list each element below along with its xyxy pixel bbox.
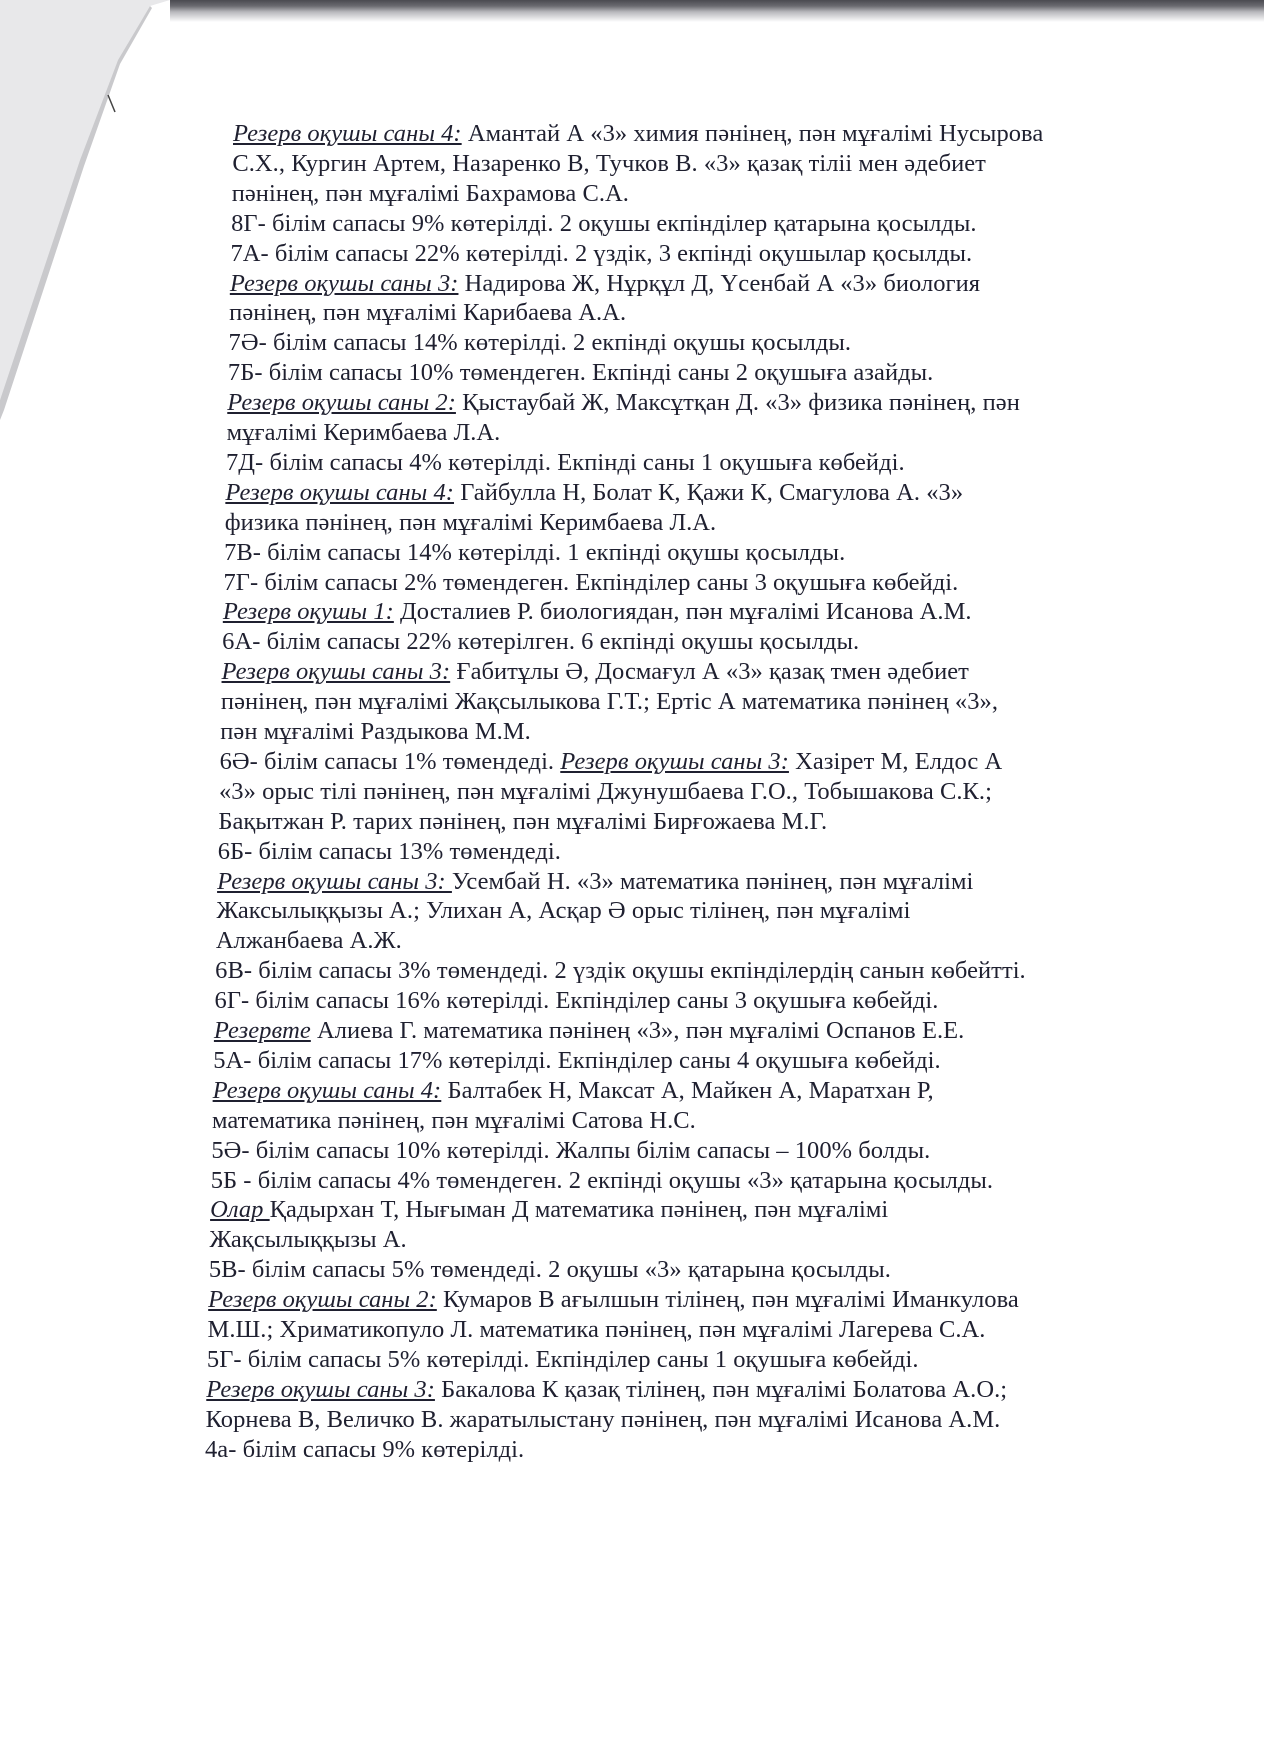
- text-line: [205, 1435, 524, 1465]
- line-text: математика пәнінең, пән мұғалімі Сатова Н.С.: [212, 1106, 696, 1134]
- text-line: [229, 328, 852, 358]
- section-label: Резерв оқушы саны 3:: [560, 747, 789, 775]
- text-line: [211, 1166, 993, 1196]
- line-text: пәнінең, пән мұғалімі Жақсылыкова Г.Т.; Ертіс А математика пәнінең «3»,: [220, 688, 998, 716]
- text-line: [223, 568, 958, 598]
- text-line: [226, 448, 905, 478]
- text-line: [219, 777, 992, 807]
- line-text: физика пәнінең, пән мұғалімі Керимбаева Л.А.: [224, 508, 717, 536]
- section-label: Резерв оқушы саны 2:: [227, 389, 456, 417]
- text-line: [231, 209, 976, 239]
- line-text: мұғалімі Керимбаева Л.А.: [226, 419, 501, 446]
- line-text: 5Ә- білім сапасы 10% көтерілді. Жалпы білім сапасы – 100% болды.: [211, 1136, 931, 1164]
- section-label: Резерв оқушы саны 3:: [229, 269, 459, 297]
- section-label: Резерв оқушы саны 3:: [221, 658, 451, 686]
- line-text: Усембай Н. «3» математика пәнінең, пән мұғалімі: [451, 867, 974, 895]
- text-line: [227, 388, 1020, 418]
- text-line: [206, 1375, 1007, 1405]
- text-line: [229, 298, 626, 328]
- line-text: М.Ш.; Хриматикопуло Л. математика пәнінең, пән мұғалімі Лагерева С.А.: [207, 1316, 986, 1343]
- section-label: Резерв оқушы саны 4:: [233, 120, 462, 147]
- text-line: [220, 717, 531, 747]
- text-line: [218, 837, 561, 867]
- text-line: [230, 239, 972, 269]
- line-text: Надирова Ж, Нұрқұл Д, Үсенбай А «3» биология: [458, 269, 981, 297]
- line-text: Амантай А «3» химия пәнінең, пән мұғалімі Нусырова: [461, 120, 1044, 147]
- text-line: [232, 179, 629, 209]
- line-text: Бакалова К қазақ тілінең, пән мұғалімі Болатова А.О.;: [434, 1375, 1008, 1403]
- line-text: Қыстаубай Ж, Максұтқан Д. «3» физика пәнінең, пән: [455, 389, 1020, 417]
- line-text: Балтабек Н, Максат А, Майкен А, Маратхан Р,: [441, 1076, 934, 1104]
- text-line: [211, 1136, 930, 1166]
- text-line: [221, 687, 998, 717]
- line-text: С.Х., Кургин Артем, Назаренко В, Тучков В. «3» қазақ тіліі мен әдебиет: [232, 149, 986, 177]
- section-label: Резервте: [213, 1017, 311, 1044]
- line-text: Корнева В, Величко В. жаратылыстану пәнінең, пән мұғалімі Исанова А.М.: [205, 1405, 1001, 1433]
- text-line: [210, 1195, 888, 1225]
- line-text: Жаксылыққызы А.; Улихан А, Асқар Ә орыс тілінең, пән мұғалімі: [216, 897, 911, 925]
- line-text: Досталиев Р. биологиядан, пән мұғалімі Исанова А.М.: [393, 598, 972, 626]
- text-line: [209, 1255, 891, 1285]
- line-text: Бақытжан Р. тарих пәнінең, пән мұғалімі Бирғожаева М.Г.: [218, 807, 828, 835]
- text-line: [215, 986, 939, 1016]
- line-text: 7Д- білім сапасы 4% көтерілді. Екпінді саны 1 оқушыға көбейді.: [226, 448, 905, 476]
- text-line: [233, 119, 1043, 149]
- line-text: 5В- білім сапасы 5% төмендеді. 2 оқушы «3» қатарына қосылды.: [208, 1256, 891, 1284]
- line-text: 4а- білім сапасы 9% көтерілді.: [205, 1435, 525, 1463]
- text-line: [222, 657, 969, 687]
- line-text: Қадырхан Т, Нығыман Д математика пәнінең, пән мұғалімі: [269, 1196, 889, 1224]
- line-text: 7Г- білім сапасы 2% төмендеген. Екпінділер саны 3 оқушыға көбейді.: [223, 568, 959, 596]
- text-line: [214, 1016, 964, 1046]
- line-text: 7Б- білім сапасы 10% төмендеген. Екпінді саны 2 оқушыға азайды.: [227, 359, 934, 387]
- line-text: 5Б - білім сапасы 4% төмендеген. 2 екпінді оқушы «3» қатарына қосылды.: [210, 1166, 994, 1194]
- text-line: [208, 1315, 986, 1345]
- line-text: пән мұғалімі Раздыкова М.М.: [220, 718, 531, 745]
- line-text: 5Г- білім сапасы 5% көтерілді. Екпінділер саны 1 оқушыға көбейді.: [206, 1345, 919, 1373]
- line-text: 5А- білім сапасы 17% көтерілді. Екпінділер саны 4 оқушыға көбейді.: [213, 1046, 941, 1074]
- section-label: Резерв оқушы 1:: [222, 598, 394, 626]
- line-text: Ғабитұлы Ә, Досмағул А «3» қазақ тмен әдебиет: [450, 658, 969, 686]
- text-line: [212, 1106, 696, 1136]
- text-line: [209, 1225, 406, 1255]
- line-text: пәнінең, пән мұғалімі Бахрамова С.А.: [231, 179, 629, 207]
- text-line: [228, 358, 933, 388]
- line-text: 6Г- білім сапасы 16% көтерілді. Екпінділер саны 3 оқушыға көбейді.: [214, 987, 939, 1015]
- text-line: [220, 747, 1003, 777]
- text-line: [208, 1285, 1019, 1315]
- text-line: [224, 538, 845, 568]
- text-line: [225, 478, 963, 508]
- text-line: [217, 867, 973, 897]
- section-label: Резерв оқушы саны 3:: [206, 1375, 435, 1403]
- text-line: [213, 1076, 934, 1106]
- line-text: Гайбулла Н, Болат К, Қажи К, Смагулова А. «3»: [454, 478, 964, 506]
- line-text: 6Б- білім сапасы 13% төмендеді.: [217, 837, 561, 865]
- text-line: [216, 926, 402, 956]
- text-line: [207, 1345, 919, 1375]
- text-line: [218, 807, 827, 837]
- line-text: Хазірет М, Елдос А: [788, 747, 1003, 775]
- line-text: Алжанбаева А.Ж.: [215, 927, 402, 955]
- text-line: [230, 269, 980, 299]
- line-text: «3» орыс тілі пәнінең, пән мұғалімі Джунушбаева Г.О., Тобышакова С.К.;: [219, 777, 992, 805]
- section-label: Резерв оқушы саны 3:: [217, 867, 452, 895]
- text-line: [216, 896, 910, 926]
- text-line: [227, 418, 501, 448]
- text-line: [223, 597, 972, 627]
- line-text: Кумаров В ағылшын тілінең, пән мұғалімі Иманкулова: [436, 1286, 1019, 1314]
- text-line: [225, 508, 717, 538]
- line-text: 8Г- білім сапасы 9% көтерілді. 2 оқушы екпінділер қатарына қосылды.: [231, 209, 977, 237]
- text-line: [222, 627, 859, 657]
- text-line: [206, 1405, 1001, 1435]
- line-text: 7Ә- білім сапасы 14% көтерілді. 2 екпінді оқушы қосылды.: [228, 329, 852, 357]
- text-line: [213, 1046, 940, 1076]
- line-text: 7А- білім сапасы 22% көтерілді. 2 үздік, 3 екпінді оқушылар қосылды.: [230, 239, 973, 267]
- line-text: 6Ә- білім сапасы 1% төмендеді.: [219, 747, 561, 775]
- line-text: 7В- білім сапасы 14% көтерілді. 1 екпінді оқушы қосылды.: [224, 538, 846, 566]
- line-text: 6В- білім сапасы 3% төмендеді. 2 үздік оқушы екпінділердің санын көбейтті.: [215, 957, 1026, 985]
- text-line: [215, 956, 1026, 986]
- line-text: Жақсылыққызы А.: [209, 1226, 407, 1254]
- line-text: 6А- білім сапасы 22% көтерілген. 6 екпінді оқушы қосылды.: [222, 628, 860, 656]
- section-label: Олар: [210, 1196, 270, 1224]
- line-text: пәнінең, пән мұғалімі Карибаева А.А.: [229, 299, 627, 327]
- line-text: Алиева Г. математика пәнінең «3», пән мұғалімі Оспанов Е.Е.: [310, 1017, 965, 1044]
- text-line: [232, 149, 986, 179]
- section-label: Резерв оқушы саны 4:: [225, 478, 455, 506]
- section-label: Резерв оқушы саны 2:: [208, 1286, 437, 1314]
- section-label: Резерв оқушы саны 4:: [212, 1076, 442, 1104]
